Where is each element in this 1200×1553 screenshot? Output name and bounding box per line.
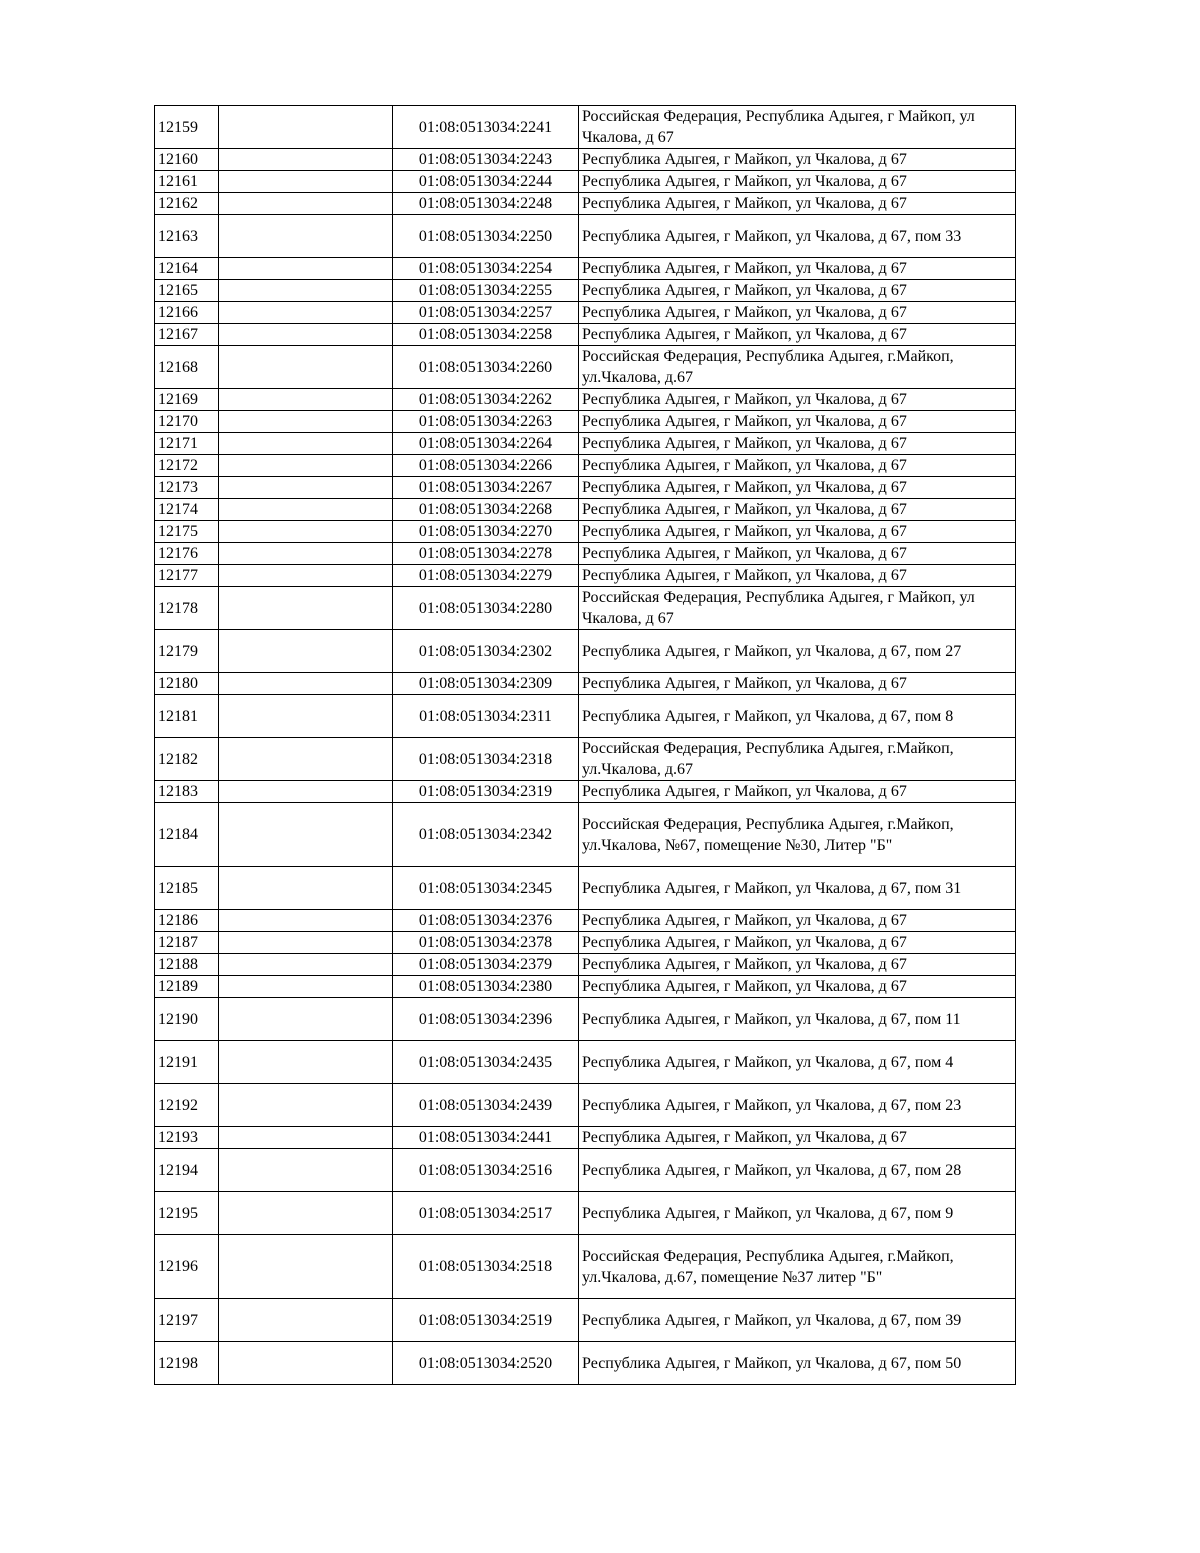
- row-number-cell: 12163: [155, 215, 219, 258]
- table-row: [155, 215, 1016, 258]
- owner-cell: [219, 587, 393, 630]
- owner-cell: [219, 1235, 393, 1299]
- table-row: [155, 695, 1016, 738]
- cadastral-number-cell: 01:08:0513034:2396: [393, 998, 579, 1041]
- address-cell: Республика Адыгея, г Майкоп, ул Чкалова, д 67: [579, 543, 1016, 565]
- cadastral-number-cell: 01:08:0513034:2319: [393, 781, 579, 803]
- cadastral-number-cell: 01:08:0513034:2266: [393, 455, 579, 477]
- cadastral-number-cell: 01:08:0513034:2517: [393, 1192, 579, 1235]
- address-cell: Республика Адыгея, г Майкоп, ул Чкалова, д 67: [579, 976, 1016, 998]
- cadastral-number-cell: 01:08:0513034:2255: [393, 280, 579, 302]
- address-cell: Республика Адыгея, г Майкоп, ул Чкалова, д 67: [579, 910, 1016, 932]
- cadastral-number-cell: 01:08:0513034:2520: [393, 1342, 579, 1385]
- cadastral-number-cell: 01:08:0513034:2516: [393, 1149, 579, 1192]
- owner-cell: [219, 781, 393, 803]
- owner-cell: [219, 1192, 393, 1235]
- row-number-cell: 12191: [155, 1041, 219, 1084]
- row-number-cell: 12187: [155, 932, 219, 954]
- address-cell: Республика Адыгея, г Майкоп, ул Чкалова, д 67, пом 31: [579, 867, 1016, 910]
- address-cell: Республика Адыгея, г Майкоп, ул Чкалова, д 67: [579, 455, 1016, 477]
- table-row: [155, 433, 1016, 455]
- row-number-cell: 12197: [155, 1299, 219, 1342]
- address-cell: Республика Адыгея, г Майкоп, ул Чкалова, д 67: [579, 521, 1016, 543]
- owner-cell: [219, 998, 393, 1041]
- row-number-cell: 12193: [155, 1127, 219, 1149]
- owner-cell: [219, 1149, 393, 1192]
- table-row: [155, 803, 1016, 867]
- cadastral-number-cell: 01:08:0513034:2311: [393, 695, 579, 738]
- table-row: [155, 1235, 1016, 1299]
- cadastral-number-cell: 01:08:0513034:2441: [393, 1127, 579, 1149]
- cadastral-number-cell: 01:08:0513034:2267: [393, 477, 579, 499]
- address-cell: Республика Адыгея, г Майкоп, ул Чкалова, д 67: [579, 565, 1016, 587]
- owner-cell: [219, 954, 393, 976]
- table-row: [155, 171, 1016, 193]
- owner-cell: [219, 673, 393, 695]
- owner-cell: [219, 932, 393, 954]
- owner-cell: [219, 976, 393, 998]
- table-row: [155, 455, 1016, 477]
- table-row: [155, 149, 1016, 171]
- cadastral-number-cell: 01:08:0513034:2264: [393, 433, 579, 455]
- owner-cell: [219, 477, 393, 499]
- table-body: [155, 106, 1016, 1385]
- address-cell: Республика Адыгея, г Майкоп, ул Чкалова, д 67: [579, 411, 1016, 433]
- cadastral-number-cell: 01:08:0513034:2260: [393, 346, 579, 389]
- cadastral-number-cell: 01:08:0513034:2380: [393, 976, 579, 998]
- address-cell: Республика Адыгея, г Майкоп, ул Чкалова, д 67, пом 50: [579, 1342, 1016, 1385]
- table-row: [155, 193, 1016, 215]
- row-number-cell: 12167: [155, 324, 219, 346]
- row-number-cell: 12159: [155, 106, 219, 149]
- owner-cell: [219, 280, 393, 302]
- row-number-cell: 12176: [155, 543, 219, 565]
- row-number-cell: 12182: [155, 738, 219, 781]
- address-cell: Республика Адыгея, г Майкоп, ул Чкалова, д 67: [579, 433, 1016, 455]
- row-number-cell: 12172: [155, 455, 219, 477]
- table-row: [155, 976, 1016, 998]
- cadastral-number-cell: 01:08:0513034:2254: [393, 258, 579, 280]
- owner-cell: [219, 389, 393, 411]
- address-cell: Республика Адыгея, г Майкоп, ул Чкалова, д 67: [579, 499, 1016, 521]
- row-number-cell: 12178: [155, 587, 219, 630]
- address-cell: Республика Адыгея, г Майкоп, ул Чкалова, д 67: [579, 477, 1016, 499]
- owner-cell: [219, 1342, 393, 1385]
- owner-cell: [219, 803, 393, 867]
- address-cell: Российская Федерация, Республика Адыгея, г.Майкоп, ул.Чкалова, д.67, помещение №37 литер "Б": [579, 1235, 1016, 1299]
- table-row: [155, 477, 1016, 499]
- owner-cell: [219, 1084, 393, 1127]
- cadastral-number-cell: 01:08:0513034:2244: [393, 171, 579, 193]
- owner-cell: [219, 455, 393, 477]
- owner-cell: [219, 695, 393, 738]
- cadastral-number-cell: 01:08:0513034:2262: [393, 389, 579, 411]
- cadastral-number-cell: 01:08:0513034:2258: [393, 324, 579, 346]
- owner-cell: [219, 171, 393, 193]
- table-row: [155, 1192, 1016, 1235]
- address-cell: Республика Адыгея, г Майкоп, ул Чкалова, д 67: [579, 1127, 1016, 1149]
- owner-cell: [219, 433, 393, 455]
- cadastral-number-cell: 01:08:0513034:2243: [393, 149, 579, 171]
- table-row: [155, 954, 1016, 976]
- address-cell: Республика Адыгея, г Майкоп, ул Чкалова, д 67: [579, 149, 1016, 171]
- owner-cell: [219, 149, 393, 171]
- owner-cell: [219, 499, 393, 521]
- cadastral-number-cell: 01:08:0513034:2302: [393, 630, 579, 673]
- owner-cell: [219, 215, 393, 258]
- address-cell: Республика Адыгея, г Майкоп, ул Чкалова, д 67, пом 27: [579, 630, 1016, 673]
- address-cell: Республика Адыгея, г Майкоп, ул Чкалова, д 67: [579, 389, 1016, 411]
- address-cell: Республика Адыгея, г Майкоп, ул Чкалова, д 67: [579, 954, 1016, 976]
- row-number-cell: 12180: [155, 673, 219, 695]
- table-row: [155, 565, 1016, 587]
- row-number-cell: 12186: [155, 910, 219, 932]
- owner-cell: [219, 1127, 393, 1149]
- address-cell: Республика Адыгея, г Майкоп, ул Чкалова, д 67: [579, 171, 1016, 193]
- address-cell: Республика Адыгея, г Майкоп, ул Чкалова, д 67, пом 28: [579, 1149, 1016, 1192]
- row-number-cell: 12194: [155, 1149, 219, 1192]
- table-row: [155, 1149, 1016, 1192]
- row-number-cell: 12165: [155, 280, 219, 302]
- cadastral-number-cell: 01:08:0513034:2279: [393, 565, 579, 587]
- table-row: [155, 389, 1016, 411]
- table-row: [155, 1342, 1016, 1385]
- row-number-cell: 12185: [155, 867, 219, 910]
- cadastral-number-cell: 01:08:0513034:2342: [393, 803, 579, 867]
- row-number-cell: 12164: [155, 258, 219, 280]
- table-row: [155, 932, 1016, 954]
- owner-cell: [219, 521, 393, 543]
- owner-cell: [219, 411, 393, 433]
- address-cell: Российская Федерация, Республика Адыгея, г.Майкоп, ул.Чкалова, №67, помещение №30, Литер "Б": [579, 803, 1016, 867]
- address-cell: Республика Адыгея, г Майкоп, ул Чкалова, д 67, пом 9: [579, 1192, 1016, 1235]
- row-number-cell: 12170: [155, 411, 219, 433]
- address-cell: Республика Адыгея, г Майкоп, ул Чкалова, д 67, пом 33: [579, 215, 1016, 258]
- table-row: [155, 346, 1016, 389]
- table-row: [155, 521, 1016, 543]
- property-table: [154, 105, 1016, 1385]
- cadastral-number-cell: 01:08:0513034:2345: [393, 867, 579, 910]
- cadastral-number-cell: 01:08:0513034:2318: [393, 738, 579, 781]
- row-number-cell: 12175: [155, 521, 219, 543]
- owner-cell: [219, 565, 393, 587]
- address-cell: Российская Федерация, Республика Адыгея, г Майкоп, ул Чкалова, д 67: [579, 106, 1016, 149]
- table-row: [155, 258, 1016, 280]
- cadastral-number-cell: 01:08:0513034:2309: [393, 673, 579, 695]
- cadastral-number-cell: 01:08:0513034:2257: [393, 302, 579, 324]
- table-row: [155, 1299, 1016, 1342]
- table-row: [155, 411, 1016, 433]
- row-number-cell: 12161: [155, 171, 219, 193]
- row-number-cell: 12192: [155, 1084, 219, 1127]
- row-number-cell: 12169: [155, 389, 219, 411]
- row-number-cell: 12171: [155, 433, 219, 455]
- table-row: [155, 781, 1016, 803]
- table-row: [155, 1127, 1016, 1149]
- table-row: [155, 280, 1016, 302]
- address-cell: Республика Адыгея, г Майкоп, ул Чкалова, д 67, пом 23: [579, 1084, 1016, 1127]
- row-number-cell: 12195: [155, 1192, 219, 1235]
- cadastral-number-cell: 01:08:0513034:2439: [393, 1084, 579, 1127]
- owner-cell: [219, 193, 393, 215]
- table-row: [155, 324, 1016, 346]
- table-row: [155, 998, 1016, 1041]
- cadastral-number-cell: 01:08:0513034:2250: [393, 215, 579, 258]
- row-number-cell: 12184: [155, 803, 219, 867]
- owner-cell: [219, 258, 393, 280]
- row-number-cell: 12188: [155, 954, 219, 976]
- owner-cell: [219, 1041, 393, 1084]
- cadastral-number-cell: 01:08:0513034:2248: [393, 193, 579, 215]
- address-cell: Республика Адыгея, г Майкоп, ул Чкалова, д 67, пом 8: [579, 695, 1016, 738]
- address-cell: Республика Адыгея, г Майкоп, ул Чкалова, д 67: [579, 324, 1016, 346]
- table-row: [155, 499, 1016, 521]
- row-number-cell: 12179: [155, 630, 219, 673]
- row-number-cell: 12181: [155, 695, 219, 738]
- cadastral-number-cell: 01:08:0513034:2378: [393, 932, 579, 954]
- table-row: [155, 587, 1016, 630]
- table-row: [155, 673, 1016, 695]
- owner-cell: [219, 302, 393, 324]
- row-number-cell: 12166: [155, 302, 219, 324]
- cadastral-number-cell: 01:08:0513034:2519: [393, 1299, 579, 1342]
- owner-cell: [219, 1299, 393, 1342]
- row-number-cell: 12190: [155, 998, 219, 1041]
- table-row: [155, 1041, 1016, 1084]
- address-cell: Республика Адыгея, г Майкоп, ул Чкалова, д 67: [579, 280, 1016, 302]
- row-number-cell: 12189: [155, 976, 219, 998]
- cadastral-number-cell: 01:08:0513034:2268: [393, 499, 579, 521]
- row-number-cell: 12174: [155, 499, 219, 521]
- address-cell: Республика Адыгея, г Майкоп, ул Чкалова, д 67: [579, 932, 1016, 954]
- owner-cell: [219, 630, 393, 673]
- cadastral-number-cell: 01:08:0513034:2435: [393, 1041, 579, 1084]
- address-cell: Республика Адыгея, г Майкоп, ул Чкалова, д 67: [579, 302, 1016, 324]
- table-row: [155, 543, 1016, 565]
- address-cell: Российская Федерация, Республика Адыгея, г Майкоп, ул Чкалова, д 67: [579, 587, 1016, 630]
- row-number-cell: 12162: [155, 193, 219, 215]
- row-number-cell: 12183: [155, 781, 219, 803]
- cadastral-number-cell: 01:08:0513034:2241: [393, 106, 579, 149]
- row-number-cell: 12173: [155, 477, 219, 499]
- owner-cell: [219, 910, 393, 932]
- address-cell: Республика Адыгея, г Майкоп, ул Чкалова, д 67, пом 11: [579, 998, 1016, 1041]
- table-row: [155, 738, 1016, 781]
- cadastral-number-cell: 01:08:0513034:2270: [393, 521, 579, 543]
- owner-cell: [219, 543, 393, 565]
- cadastral-number-cell: 01:08:0513034:2278: [393, 543, 579, 565]
- table-row: [155, 106, 1016, 149]
- row-number-cell: 12198: [155, 1342, 219, 1385]
- owner-cell: [219, 738, 393, 781]
- cadastral-number-cell: 01:08:0513034:2263: [393, 411, 579, 433]
- cadastral-number-cell: 01:08:0513034:2280: [393, 587, 579, 630]
- owner-cell: [219, 106, 393, 149]
- address-cell: Республика Адыгея, г Майкоп, ул Чкалова, д 67, пом 4: [579, 1041, 1016, 1084]
- row-number-cell: 12168: [155, 346, 219, 389]
- row-number-cell: 12196: [155, 1235, 219, 1299]
- address-cell: Российская Федерация, Республика Адыгея, г.Майкоп, ул.Чкалова, д.67: [579, 346, 1016, 389]
- row-number-cell: 12177: [155, 565, 219, 587]
- row-number-cell: 12160: [155, 149, 219, 171]
- address-cell: Республика Адыгея, г Майкоп, ул Чкалова, д 67, пом 39: [579, 1299, 1016, 1342]
- cadastral-number-cell: 01:08:0513034:2376: [393, 910, 579, 932]
- address-cell: Республика Адыгея, г Майкоп, ул Чкалова, д 67: [579, 193, 1016, 215]
- cadastral-number-cell: 01:08:0513034:2379: [393, 954, 579, 976]
- cadastral-number-cell: 01:08:0513034:2518: [393, 1235, 579, 1299]
- address-cell: Российская Федерация, Республика Адыгея, г.Майкоп, ул.Чкалова, д.67: [579, 738, 1016, 781]
- table-row: [155, 910, 1016, 932]
- address-cell: Республика Адыгея, г Майкоп, ул Чкалова, д 67: [579, 258, 1016, 280]
- owner-cell: [219, 346, 393, 389]
- owner-cell: [219, 324, 393, 346]
- table-row: [155, 630, 1016, 673]
- table-row: [155, 302, 1016, 324]
- address-cell: Республика Адыгея, г Майкоп, ул Чкалова, д 67: [579, 781, 1016, 803]
- table-row: [155, 867, 1016, 910]
- owner-cell: [219, 867, 393, 910]
- table-row: [155, 1084, 1016, 1127]
- address-cell: Республика Адыгея, г Майкоп, ул Чкалова, д 67: [579, 673, 1016, 695]
